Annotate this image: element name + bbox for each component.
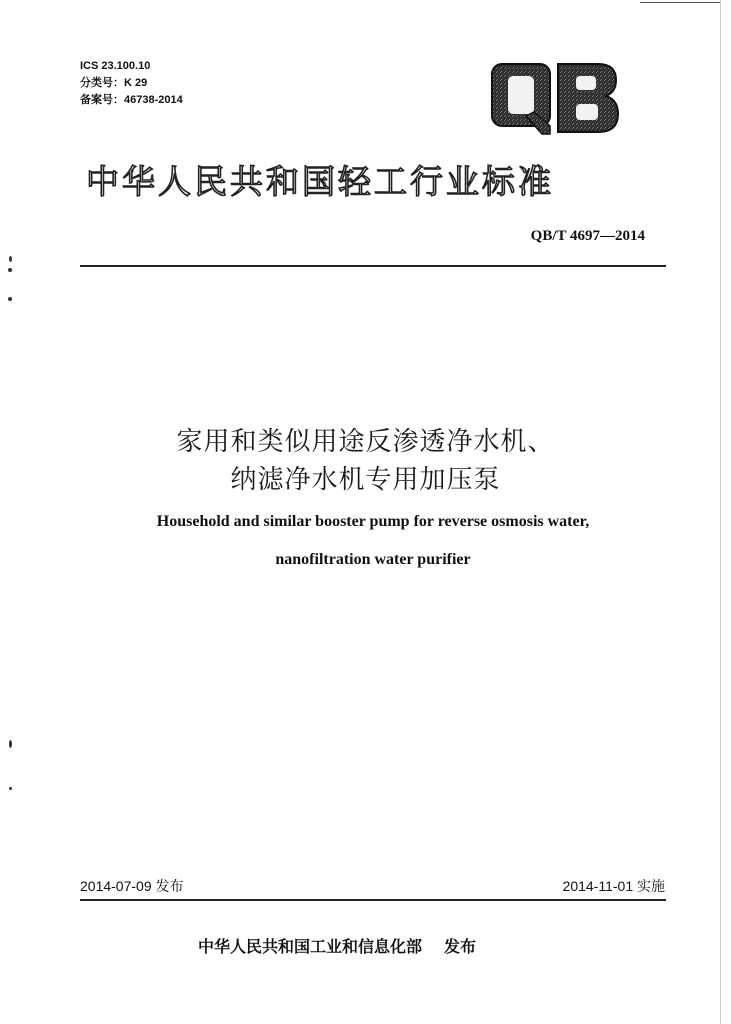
scan-speck	[9, 787, 12, 790]
classification-block	[80, 58, 183, 109]
header-divider	[80, 265, 666, 267]
record-number: 备案号：46738-2014	[80, 94, 183, 106]
footer-divider	[80, 899, 666, 901]
effective-date: 2014-11-01 实施	[562, 878, 665, 894]
issuer-action: 发布	[444, 937, 477, 956]
chinese-title-line-1: 家用和类似用途反渗透净水机、	[176, 427, 555, 457]
scan-speck	[8, 268, 12, 272]
chinese-title-line-2: 纳滤净水机专用加压泵	[230, 465, 501, 495]
english-title-line-2: nanofiltration water purifier	[275, 551, 471, 568]
publish-date: 2014-07-09 发布	[80, 878, 184, 894]
scan-speck	[8, 297, 12, 301]
page-edge-line	[720, 0, 721, 1024]
qb-logo-icon	[488, 60, 620, 136]
english-title-line-1: Household and similar booster pump for reverse osmosis water,	[156, 513, 590, 530]
scan-speck	[9, 740, 12, 748]
industry-standard-title: 中华人民共和国轻工行业标准	[86, 162, 554, 201]
scan-speck	[9, 256, 12, 262]
ics-code: ICS 23.100.10	[80, 60, 151, 72]
top-edge-line	[640, 2, 720, 3]
classification-code: 分类号：K 29	[80, 77, 148, 89]
issuing-authority	[198, 934, 476, 957]
issuer-name: 中华人民共和国工业和信息化部	[198, 937, 423, 956]
standard-number: QB/T 4697—2014	[530, 228, 645, 244]
